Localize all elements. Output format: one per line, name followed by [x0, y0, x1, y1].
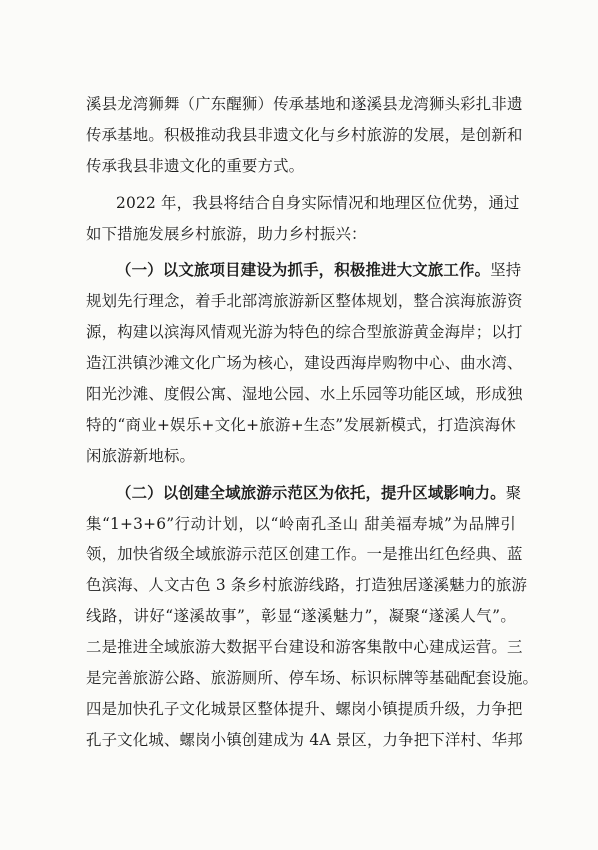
section-heading-1: （一）以文旅项目建设为抓手，积极推进大文旅工作。	[116, 261, 491, 280]
text-line: 色滨海、人文古色 3 条乡村旅游线路，打造独居遂溪魅力的旅游	[86, 576, 528, 595]
section-heading-line	[86, 478, 522, 509]
section-heading-line	[86, 255, 522, 286]
text-line: 特的“商业+娱乐+文化+旅游+生态”发展新模式，打造滨海休	[86, 415, 516, 434]
text-line: 2022 年，我县将结合自身实际情况和地理区位优势，通过	[116, 193, 520, 212]
section-heading-1-rest: 坚持	[490, 261, 522, 280]
text-line: 传承我县非遗文化的重要方式。	[86, 156, 305, 175]
section-heading-2: （二）以创建全域旅游示范区为依托，提升区域影响力。	[116, 483, 506, 502]
text-line: 四是加快孔子文化城景区整体提升、螺岗小镇提质升级，力争把	[86, 699, 523, 718]
text-line: 闲旅游新地标。	[86, 446, 196, 465]
text-line: 是完善旅游公路、旅游厕所、停车场、标识标牌等基础配套设施。	[86, 669, 539, 688]
text-line: 领，加快省级全域旅游示范区创建工作。一是推出红色经典、蓝	[86, 545, 523, 564]
text-line: 线路，讲好“遂溪故事”，彰显“遂溪魅力”，凝聚“遂溪人气”。	[86, 607, 516, 626]
text-line: 规划先行理念，着手北部湾旅游新区整体规划，整合滨海旅游资	[86, 292, 523, 311]
document-body	[86, 89, 539, 756]
text-line: 二是推进全域旅游大数据平台建设和游客集散中心建成运营。三	[86, 638, 523, 657]
text-line: 造江洪镇沙滩文化广场为核心，建设西海岸购物中心、曲水湾、	[86, 354, 523, 373]
text-line: 集“1+3+6”行动计划，以“岭南孔圣山 甜美福寿城”为品牌引	[86, 514, 516, 533]
text-line: 溪县龙湾狮舞（广东醒狮）传承基地和遂溪县龙湾狮头彩扎非遗	[86, 95, 523, 113]
text-line: 如下措施发展乡村旅游，助力乡村振兴：	[86, 224, 367, 243]
section-heading-2-rest: 聚	[505, 483, 522, 502]
text-line: 源，构建以滨海风情观光游为特色的综合型旅游黄金海岸；以打	[86, 323, 523, 342]
text-line: 孔子文化城、螺岗小镇创建成为 4A 景区，力争把下洋村、华邦	[86, 730, 523, 749]
text-line: 阳光沙滩、度假公寓、湿地公园、水上乐园等功能区域，形成独	[86, 385, 523, 404]
text-line: 传承基地。积极推动我县非遗文化与乡村旅游的发展，是创新和	[86, 125, 523, 144]
